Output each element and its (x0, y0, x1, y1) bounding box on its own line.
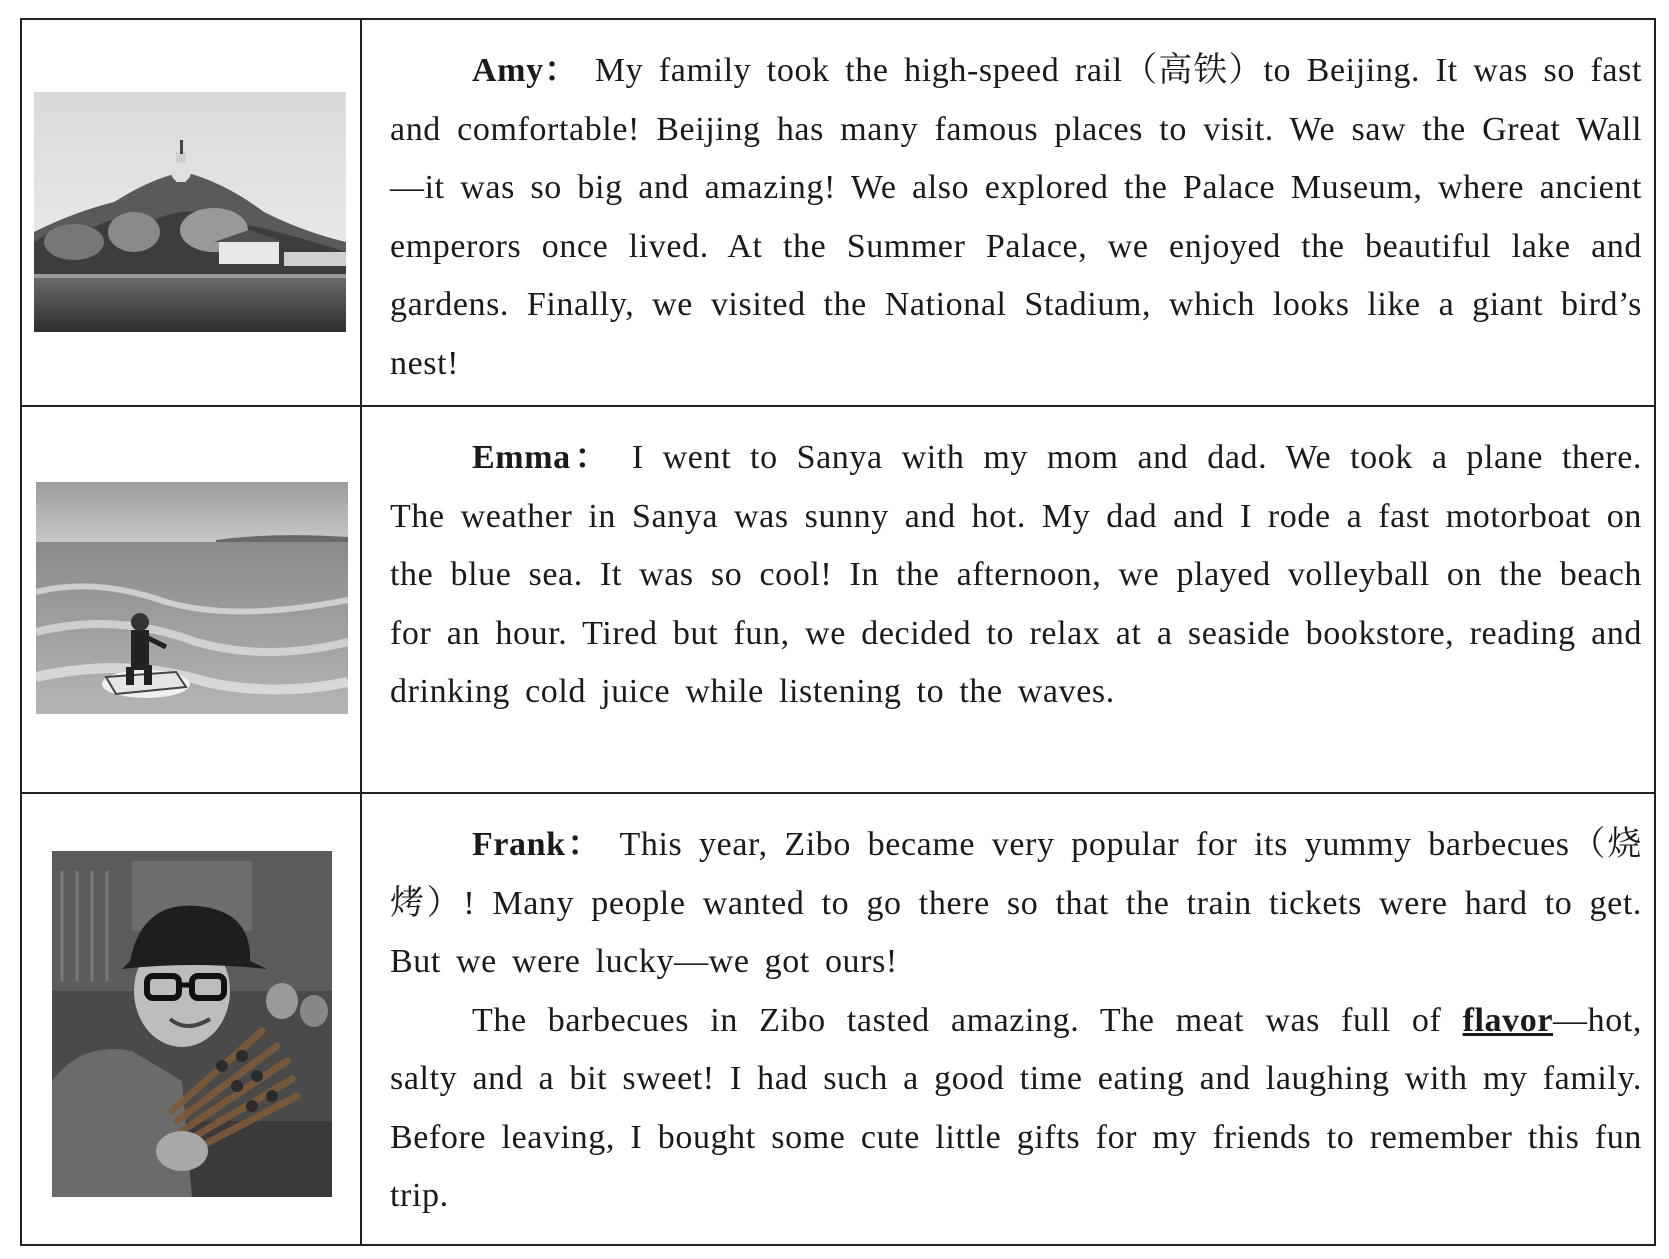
speaker-name: Emma： (472, 439, 613, 476)
text-cell (362, 407, 1654, 792)
paragraph-amy (390, 42, 1642, 393)
paragraph-frank-2 (390, 992, 1642, 1226)
underlined-word: flavor (1462, 1001, 1554, 1039)
text-cell (362, 794, 1654, 1246)
paragraph-text: This year, Zibo became very popular for its yummy barbecues（烧烤）! Many people wanted to go there so that the train tickets were hard to get. But we were lucky—we got ours! (390, 826, 1642, 980)
paragraph-frank-1 (390, 816, 1642, 992)
paragraph-text: I went to Sanya with my mom and dad. We took a plane there. The weather in Sanya was sunny and hot. My dad and I rode a fast motorboat on the blue sea. It was so cool! In the afternoon, we played volleyball on the beach for an hour. Tired but fun, we decided to relax at a seaside bookstore, reading and drinking cold juice while listening to the waves. (390, 439, 1642, 710)
jet-ski-sea-photo (36, 482, 348, 714)
beihai-white-pagoda-photo (34, 92, 346, 332)
paragraph-text: My family took the high-speed rail（高铁）to Beijing. It was so fast and comfortable! Beijing has many famous places to visit. We saw the Great Wall—it was so big and amazing! We also explored the Palace Museum, where ancient emperors once lived. At the Summer Palace, we enjoyed the beautiful lake and gardens. Finally, we visited the National Stadium, which looks like a giant bird’s nest! (390, 52, 1642, 382)
paragraph-text: The barbecues in Zibo tasted amazing. The meat was full of (472, 1001, 1463, 1039)
image-cell (22, 20, 362, 405)
image-cell (22, 794, 362, 1246)
table-row-emma (22, 407, 1654, 794)
man-with-barbecue-skewers-photo (52, 851, 332, 1197)
text-cell (362, 20, 1654, 405)
speaker-name: Amy： (472, 52, 580, 89)
speaker-name: Frank： (472, 826, 604, 863)
paragraph-text: —hot, salty and a bit sweet! I had such a good time eating and laughing with my family. Before leaving, I bought some cute little gifts for my friends to remember this fun trip. (390, 1001, 1642, 1214)
image-cell (22, 407, 362, 792)
table-row-frank (22, 794, 1654, 1246)
table-row-amy (22, 20, 1654, 407)
reading-table (20, 18, 1656, 1246)
paragraph-emma (390, 429, 1642, 722)
